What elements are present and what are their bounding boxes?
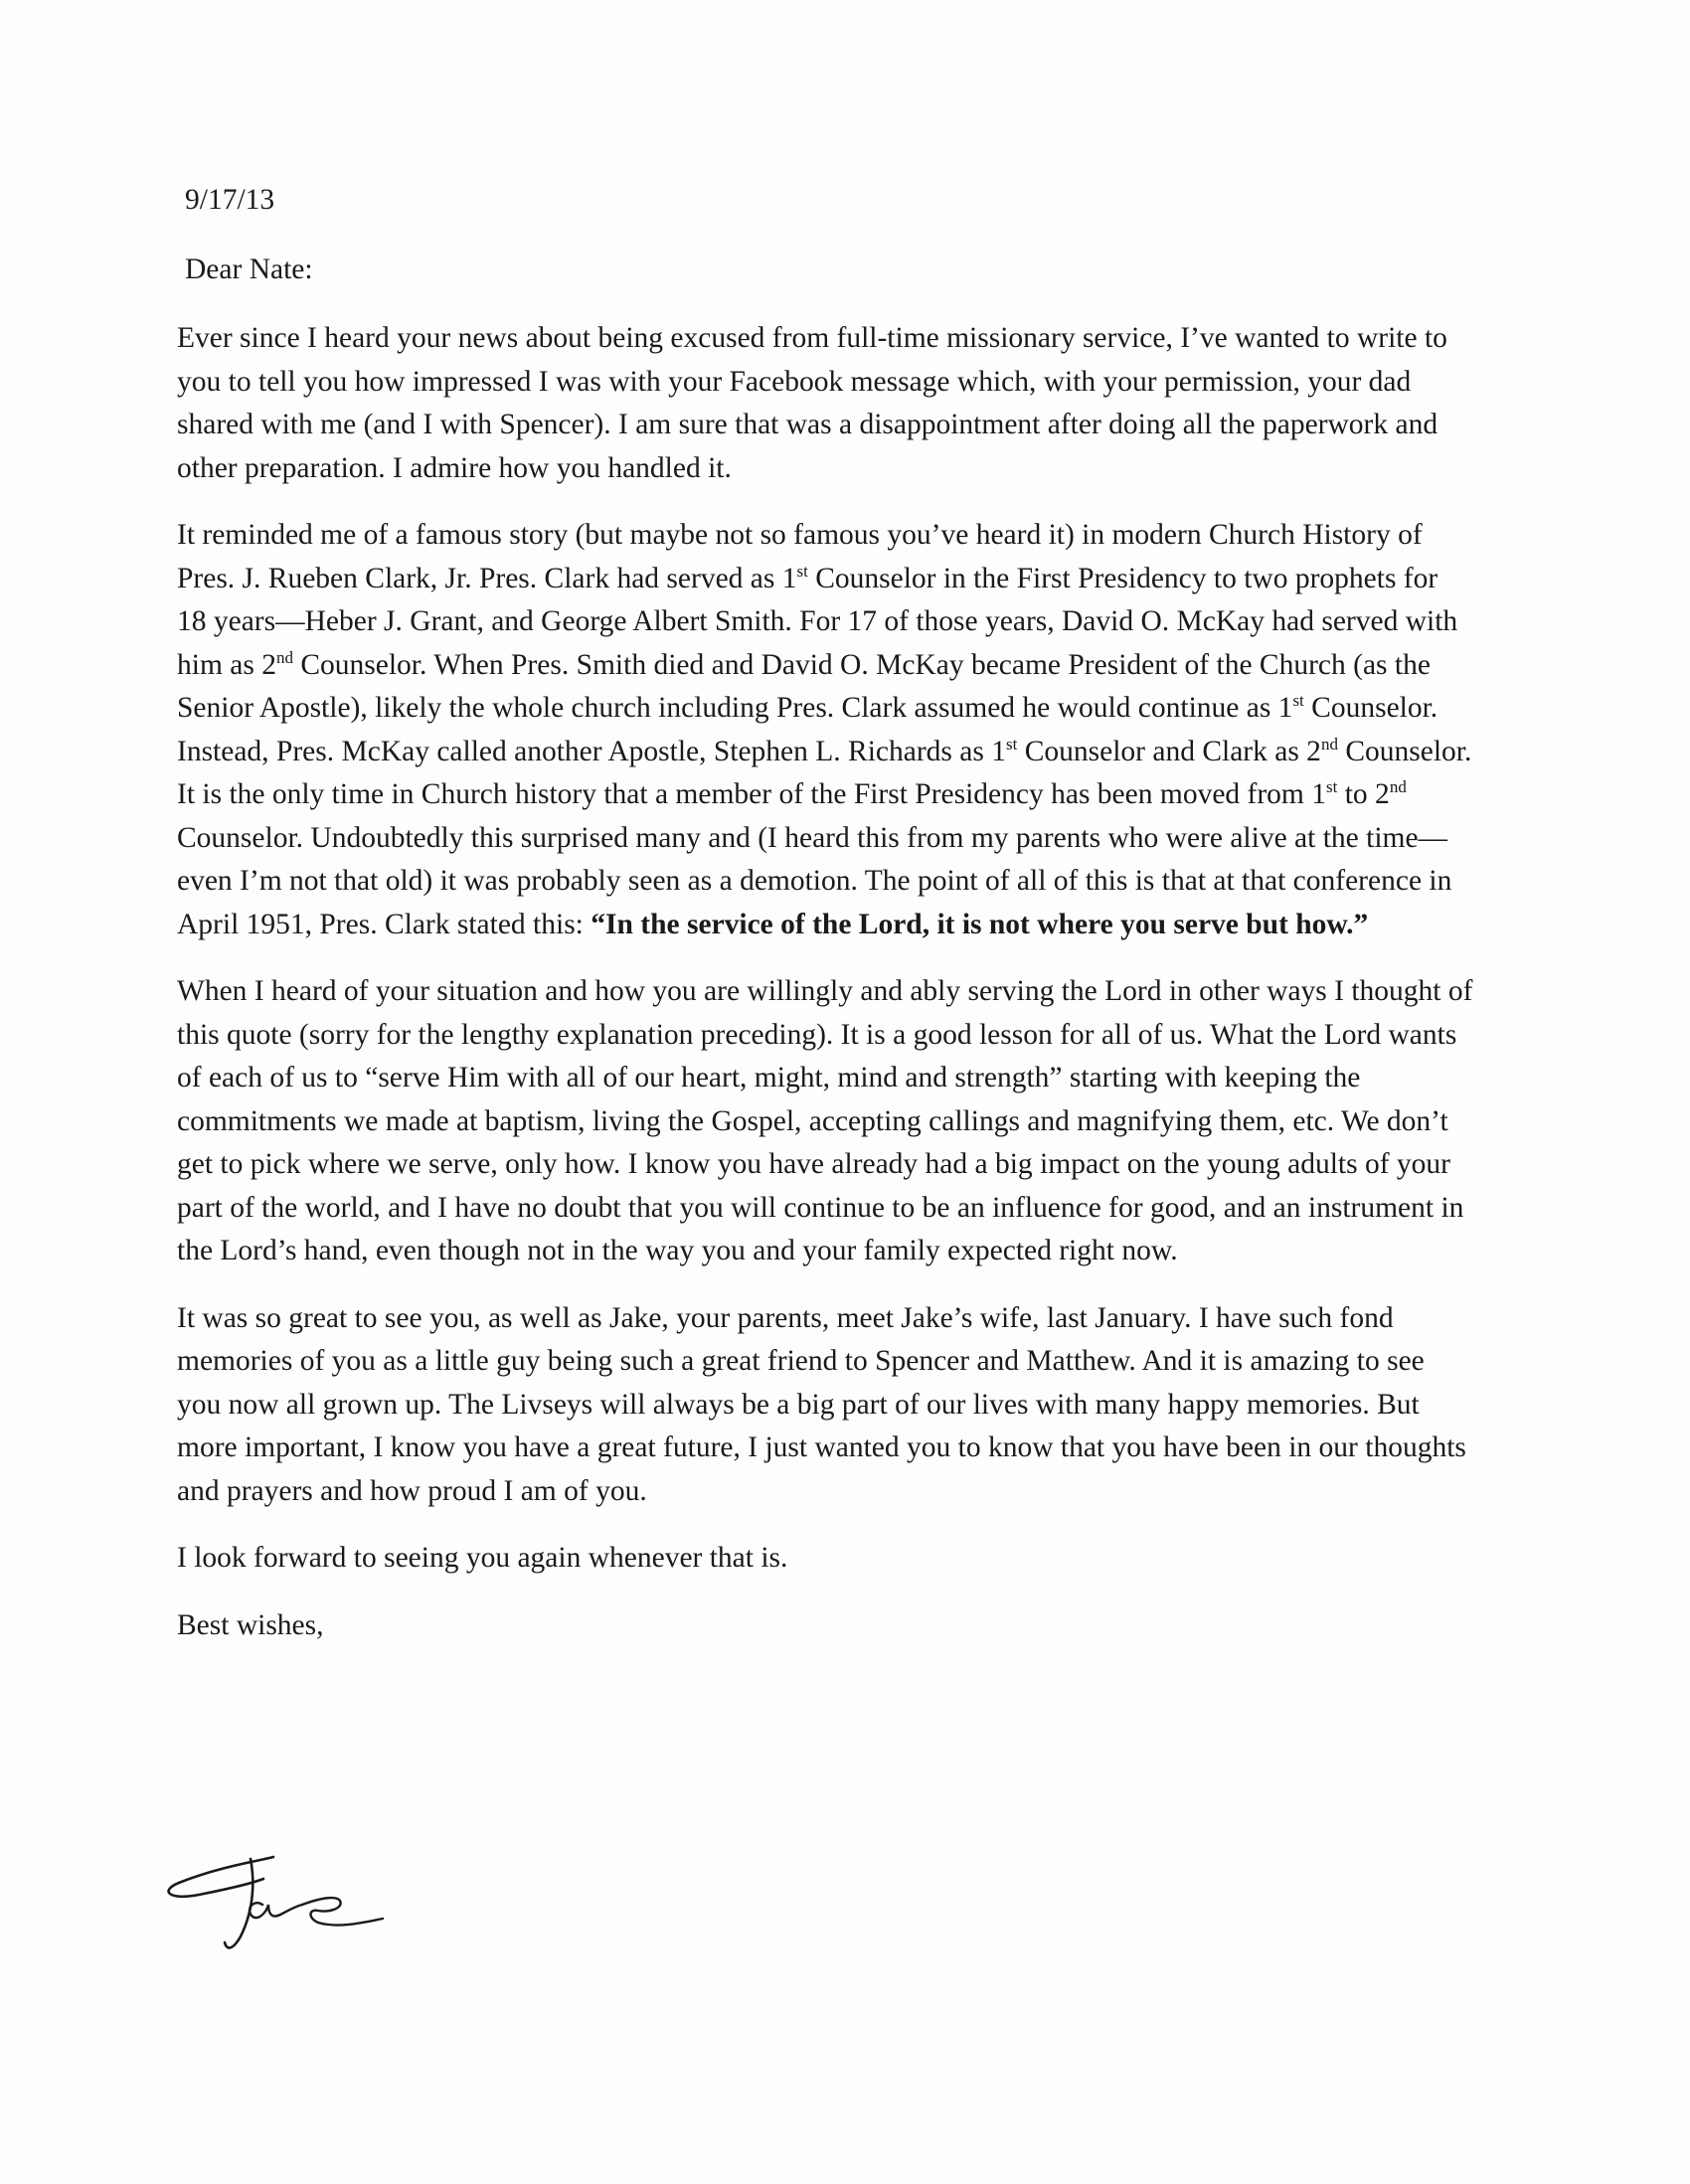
paragraph-4: It was so great to see you, as well as Jake, your parents, meet Jake’s wife, last January. I have such fond memories of you as a little guy being such a great friend to Spencer and Matthew. And it is amazing to see you now all grown up. The Livseys will always be a big part of our lives with many happy memories. But more important, I know you have a great future, I just wanted you to know that you have been in our thoughts and prayers and how proud I am of you. (177, 1301, 1466, 1507)
paragraph-2-text: to 2 (1337, 778, 1390, 810)
letter-body (177, 179, 1474, 1669)
paragraph-2-text: Counselor. It is the only time in Church history that a member of the First Presidency has been moved from 1 (177, 735, 1472, 810)
paragraph-2-text: Counselor. Undoubtedly this surprised many and (I heard this from my parents who were alive at the time—even I’m not that old) it was probably seen as a demotion. The point of all of this is that at that conference in April 1951, Pres. Clark stated this: (177, 821, 1452, 940)
paragraph-1: Ever since I heard your news about being excused from full-time missionary service, I’ve wanted to write to you to tell you how impressed I was with your Facebook message which, with your permission, your dad shared with me (and I with Spencer). I am sure that was a disappointment after doing all the paperwork and other preparation. I admire how you handled it. (177, 322, 1447, 484)
paragraph-2-text: Counselor. When Pres. Smith died and David O. McKay became President of the Church (as the Senior Apostle), likely the whole church including Pres. Clark assumed he would continue as 1 (177, 648, 1431, 724)
ordinal-suffix: st (796, 561, 808, 581)
salutation: Dear Nate: (185, 252, 313, 285)
bold-quote: “In the service of the Lord, it is not where you serve but how.” (591, 908, 1369, 940)
signature-icon (159, 1839, 388, 1958)
paragraph-5: I look forward to seeing you again whenever that is. (177, 1542, 788, 1574)
ordinal-suffix: st (1005, 734, 1018, 754)
ordinal-suffix: nd (1389, 777, 1407, 797)
ordinal-suffix: st (1292, 691, 1304, 711)
ordinal-suffix: nd (1320, 734, 1338, 754)
paragraph-2-text: Counselor and Clark as 2 (1017, 735, 1321, 767)
paragraph-3: When I heard of your situation and how you are willingly and ably serving the Lord in other ways I thought of this quote (sorry for the lengthy explanation preceding). It is a good lesson for all of us. What the Lord wants of each of us to “serve Him with all of our heart, might, mind and strength” starting with keeping the commitments we made at baptism, living the Gospel, accepting callings and magnifying them, etc. We don’t get to pick where we serve, only how. I know you have already had a big impact on the young adults of your part of the world, and I have no doubt that you will continue to be an influence for good, and an instrument in the Lord’s hand, even though not in the way you and your family expected right now. (177, 975, 1473, 1266)
ordinal-suffix: nd (275, 647, 293, 667)
paragraph-2-text: It reminded me of a famous story (but maybe not so famous you’ve heard it) in modern Church History of Pres. J. Rueben Clark, Jr. Pres. Clark had served as 1 (177, 519, 1423, 594)
handwritten-signature (159, 1839, 388, 1958)
paragraph-2 (177, 514, 1474, 946)
ordinal-suffix: st (1326, 777, 1338, 797)
letter-date: 9/17/13 (185, 184, 275, 216)
paragraph-2-text: Counselor in the First Presidency to two prophets for 18 years—Heber J. Grant, and George Albert Smith. For 17 of those years, David O. McKay had served with him as 2 (177, 562, 1458, 681)
closing: Best wishes, (177, 1608, 324, 1641)
paragraph-2-text: Counselor. Instead, Pres. McKay called another Apostle, Stephen L. Richards as 1 (177, 692, 1438, 767)
